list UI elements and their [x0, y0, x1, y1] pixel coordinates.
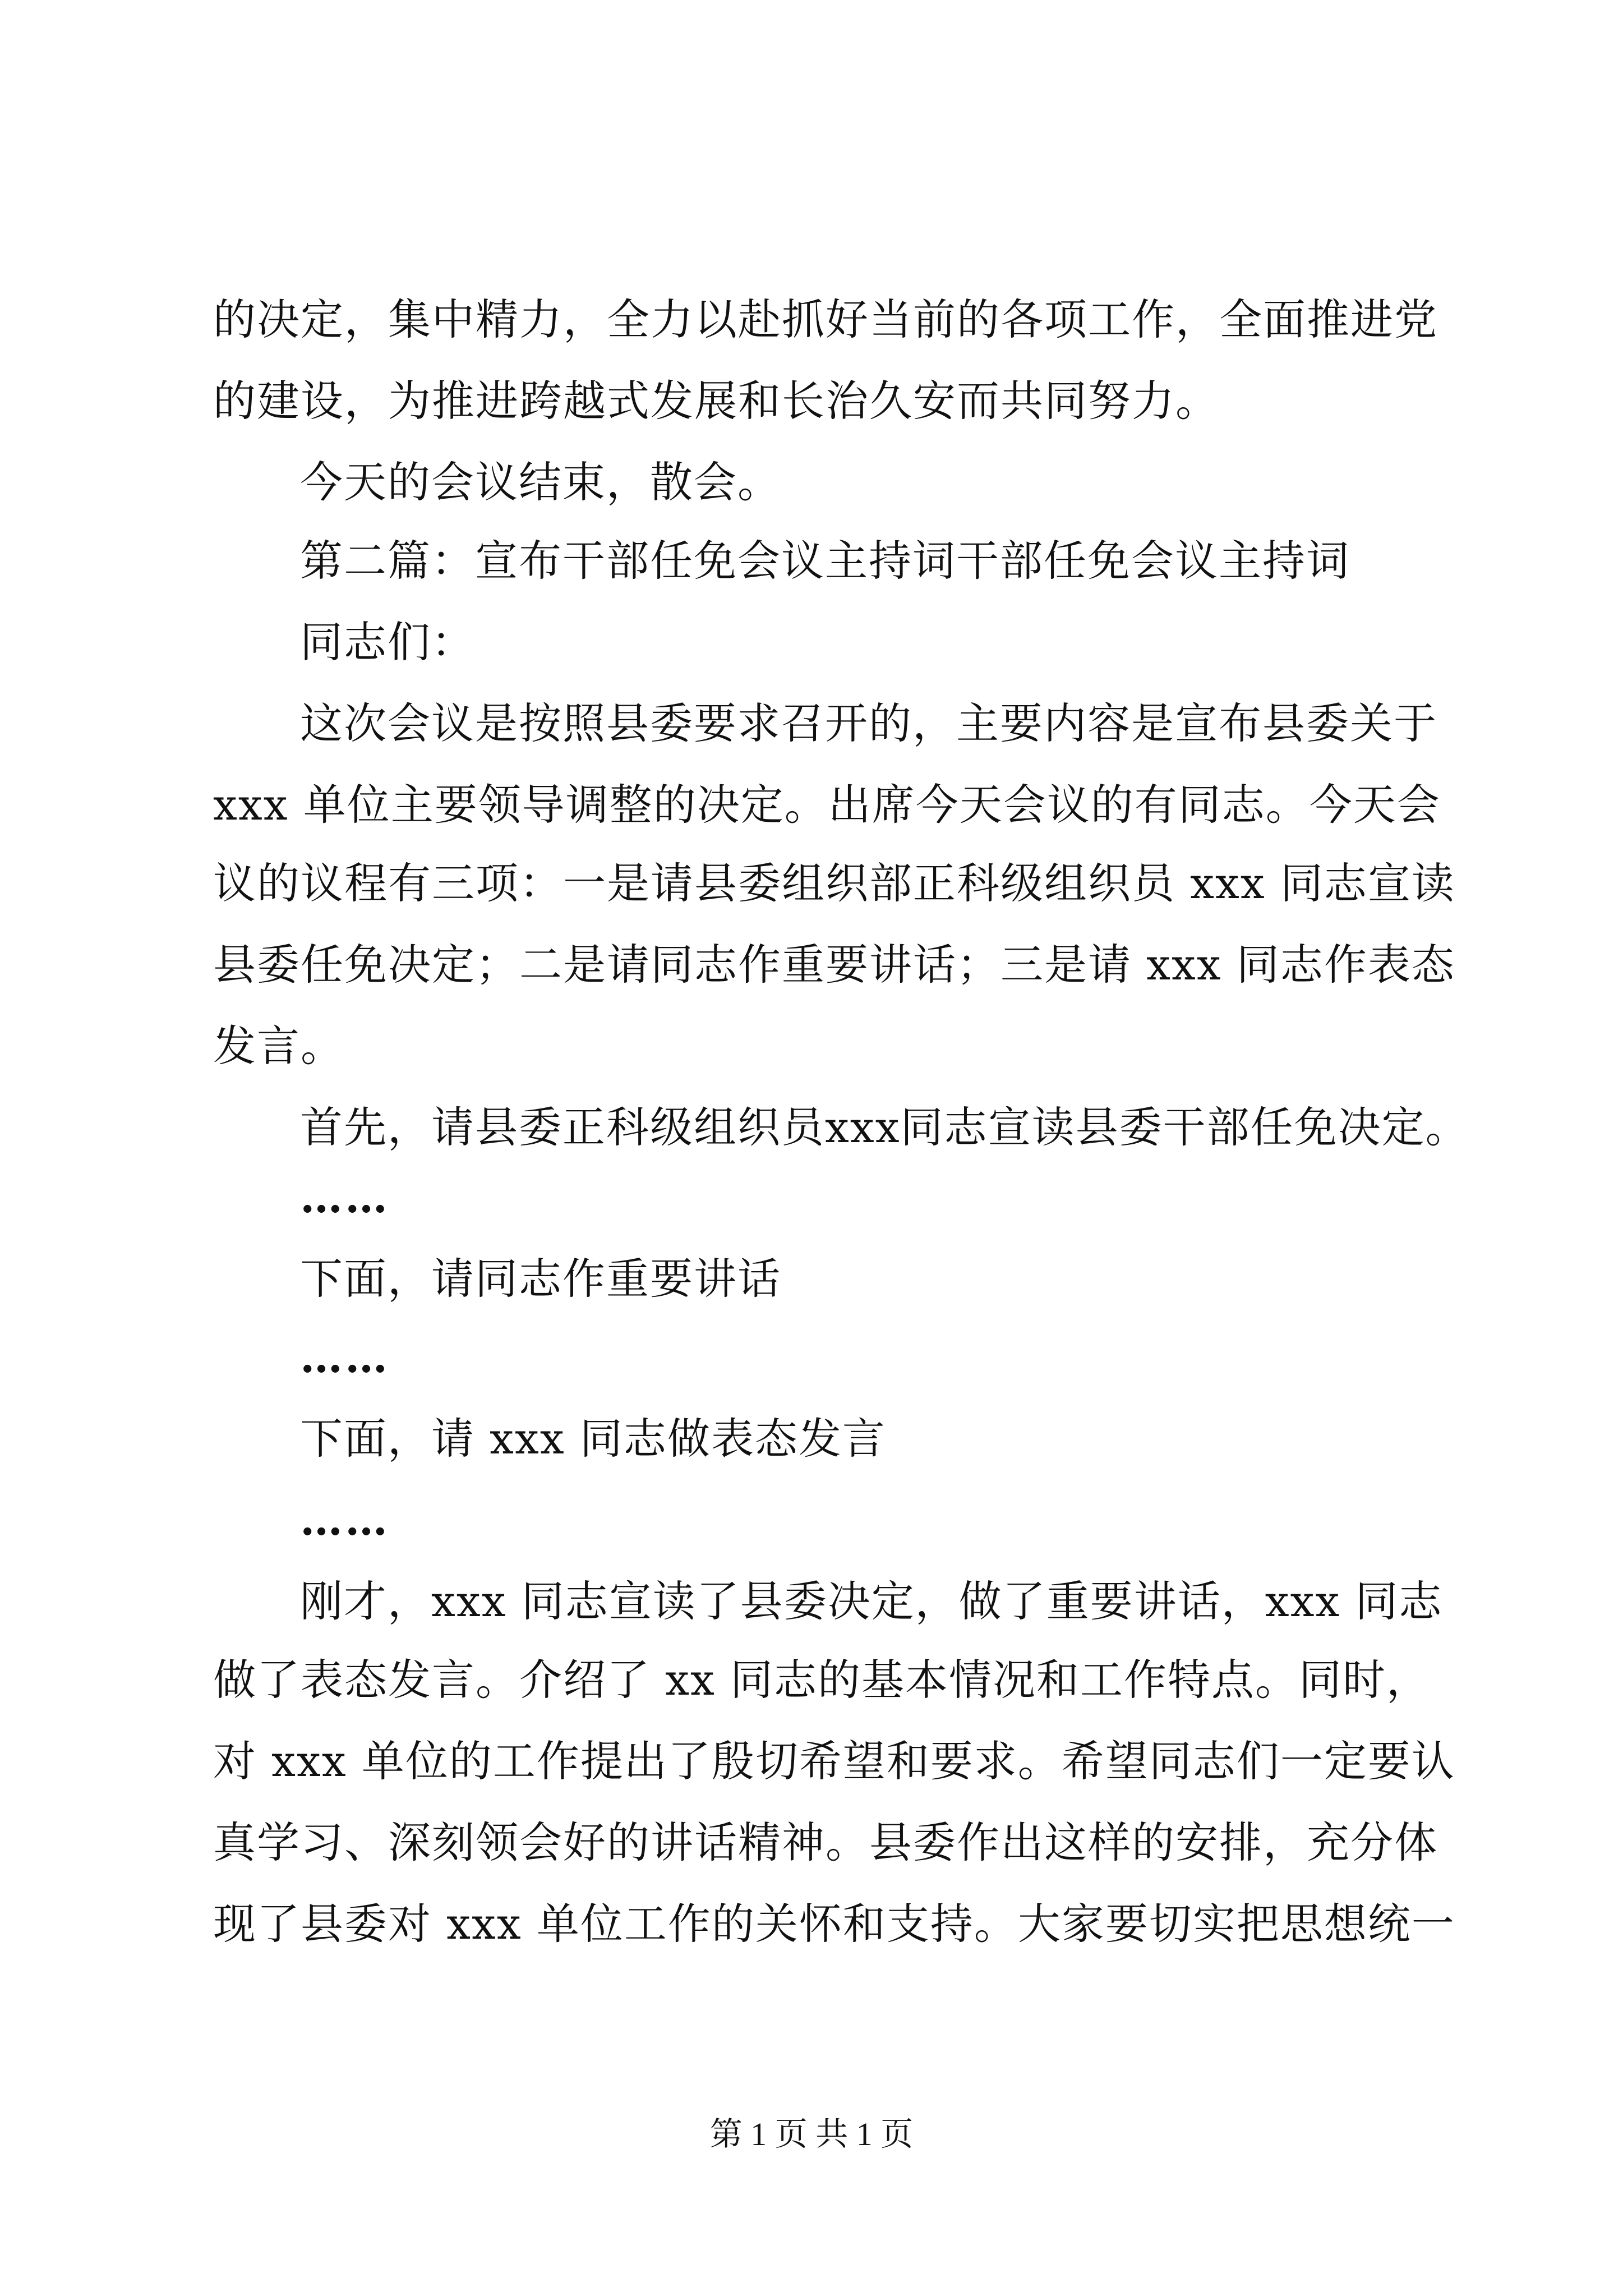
paragraph-line: xxx 单位主要领导调整的决定。出席今天会议的有同志。今天会: [213, 780, 1441, 830]
paragraph-line: 的建设，为推进跨越式发展和长治久安而共同努力。: [213, 376, 1219, 426]
page-number: 第 1 页 共 1 页: [709, 2116, 914, 2152]
paragraph-line: 的决定，集中精力，全力以赴抓好当前的各项工作，全面推进党: [213, 295, 1438, 344]
paragraph-line: 首先，请县委正科级组织员xxx同志宣读县委干部任免决定。: [300, 1102, 1469, 1152]
paragraph-line: 下面，请同志作重要讲话: [300, 1254, 781, 1304]
ellipsis-line: ……: [300, 1495, 390, 1545]
paragraph-line: 刚才，xxx 同志宣读了县委决定，做了重要讲话，xxx 同志: [300, 1576, 1443, 1626]
ellipsis-line: ……: [300, 1332, 390, 1382]
ellipsis-line: ……: [300, 1172, 390, 1222]
paragraph-line: 下面，请 xxx 同志做表态发言: [300, 1414, 886, 1464]
paragraph-line: 发言。: [213, 1021, 344, 1071]
section-heading: 第二篇：宣布干部任免会议主持词干部任免会议主持词: [300, 536, 1350, 586]
salutation: 同志们：: [300, 617, 475, 667]
paragraph-line: 今天的会议结束，散会。: [300, 457, 781, 507]
paragraph-line: 真学习、深刻领会好的讲话精神。县委作出这样的安排，充分体: [213, 1818, 1438, 1867]
page-footer: [0, 2112, 1623, 2157]
paragraph-line: 这次会议是按照县委要求召开的，主要内容是宣布县委关于: [300, 698, 1437, 748]
paragraph-line: 议的议程有三项：一是请县委组织部正科级组织员 xxx 同志宣读: [213, 858, 1455, 908]
paragraph-line: 县委任免决定；二是请同志作重要讲话；三是请 xxx 同志作表态: [213, 940, 1455, 990]
paragraph-line: 对 xxx 单位的工作提出了殷切希望和要求。希望同志们一定要认: [213, 1736, 1455, 1786]
paragraph-line: 现了县委对 xxx 单位工作的关怀和支持。大家要切实把思想统一: [213, 1899, 1455, 1949]
paragraph-line: 做了表态发言。介绍了 xx 同志的基本情况和工作特点。同时，: [213, 1655, 1431, 1705]
